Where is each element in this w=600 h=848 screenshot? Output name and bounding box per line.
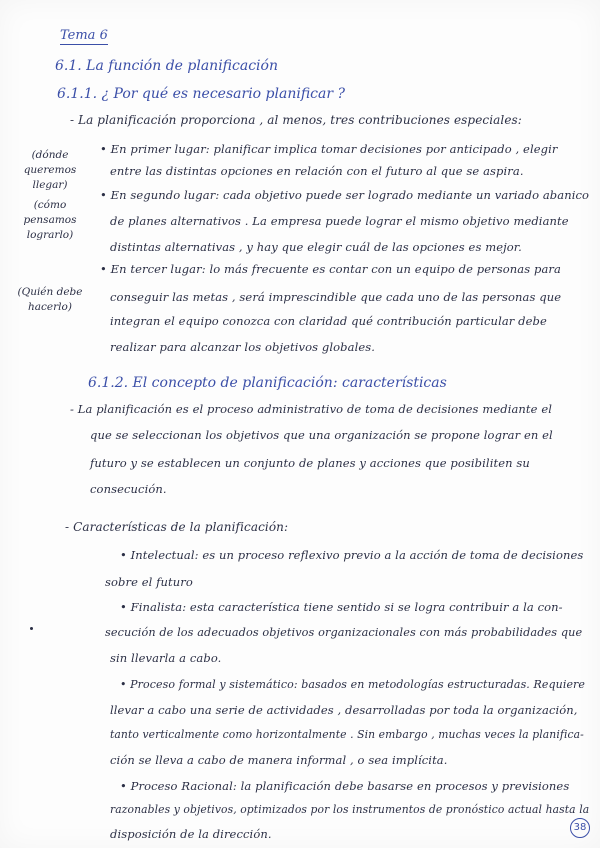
char2-line1: • Finalista: esta característica tiene sentido si se logra contribuir a la con-: [120, 600, 563, 614]
char3-line3: tanto verticalmente como horizontalmente . Sin embargo , muchas veces la planifica-: [110, 728, 584, 741]
margin-note-2: (cómo pensamos lograrlo): [23, 199, 77, 241]
definition-line1: - La planificación es el proceso administrativo de toma de decisiones mediante el: [70, 402, 552, 416]
definition-line4: consecución.: [90, 482, 167, 496]
intro-line: - La planificación proporciona , al menos, tres contribuciones especiales:: [70, 113, 522, 127]
definition-line3: futuro y se establecen un conjunto de planes y acciones que posibiliten su: [90, 456, 530, 470]
item3-line3: integran el equipo conozca con claridad qué contribución particular debe: [110, 314, 547, 328]
char4-line3: disposición de la dirección.: [110, 827, 272, 841]
page-number-circle: 38: [570, 818, 590, 838]
char3-line2: llevar a cabo una serie de actividades , desarrolladas por toda la organización,: [110, 703, 578, 717]
tema-label: Tema 6: [60, 28, 108, 43]
margin-note-1: (dónde queremos llegar): [23, 149, 77, 191]
item3-line4: realizar para alcanzar los objetivos globales.: [110, 340, 376, 354]
char1-line1: • Intelectual: es un proceso reflexivo previo a la acción de toma de decisiones: [120, 548, 584, 562]
char1-line2: sobre el futuro: [105, 575, 193, 589]
char2-line3: sin llevarla a cabo.: [110, 651, 222, 665]
char3-line4: ción se lleva a cabo de manera informal , o sea implícita.: [110, 753, 448, 767]
subsection-title-2: 6.1.2. El concepto de planificación: características: [88, 375, 447, 391]
item2-line1: • En segundo lugar: cada objetivo puede ser logrado mediante un variado abanico: [100, 188, 590, 202]
item2-line3: distintas alternativas , y hay que elegir cuál de las opciones es mejor.: [110, 240, 522, 254]
item1-line1: • En primer lugar: planificar implica tomar decisiones por anticipado , elegir: [100, 142, 558, 156]
characteristics-intro: - Características de la planificación:: [65, 520, 289, 534]
margin-dot: [30, 627, 33, 630]
item3-line2: conseguir las metas , será imprescindible que cada uno de las personas que: [110, 290, 562, 304]
char2-line2: secución de los adecuados objetivos organizacionales con más probabilidades que: [105, 626, 583, 639]
item1-line2: entre las distintas opciones en relación con el futuro al que se aspira.: [110, 164, 524, 178]
subsection-title-1: 6.1.1. ¿ Por qué es necesario planificar ?: [57, 86, 345, 102]
definition-line2: que se seleccionan los objetivos que una organización se propone lograr en el: [90, 428, 553, 442]
margin-note-3: (Quién debe hacerlo): [17, 286, 83, 313]
item2-line2: de planes alternativos . La empresa puede lograr el mismo objetivo mediante: [110, 214, 569, 228]
item3-line1: • En tercer lugar: lo más frecuente es contar con un equipo de personas para: [100, 262, 561, 276]
section-title: 6.1. La función de planificación: [55, 58, 278, 74]
char4-line2: razonables y objetivos, optimizados por los instrumentos de pronóstico actual hasta la: [110, 803, 590, 816]
char3-line1: • Proceso formal y sistemático: basados en metodologías estructuradas. Requiere: [120, 678, 586, 691]
char4-line1: • Proceso Racional: la planificación debe basarse en procesos y previsiones: [120, 779, 570, 793]
